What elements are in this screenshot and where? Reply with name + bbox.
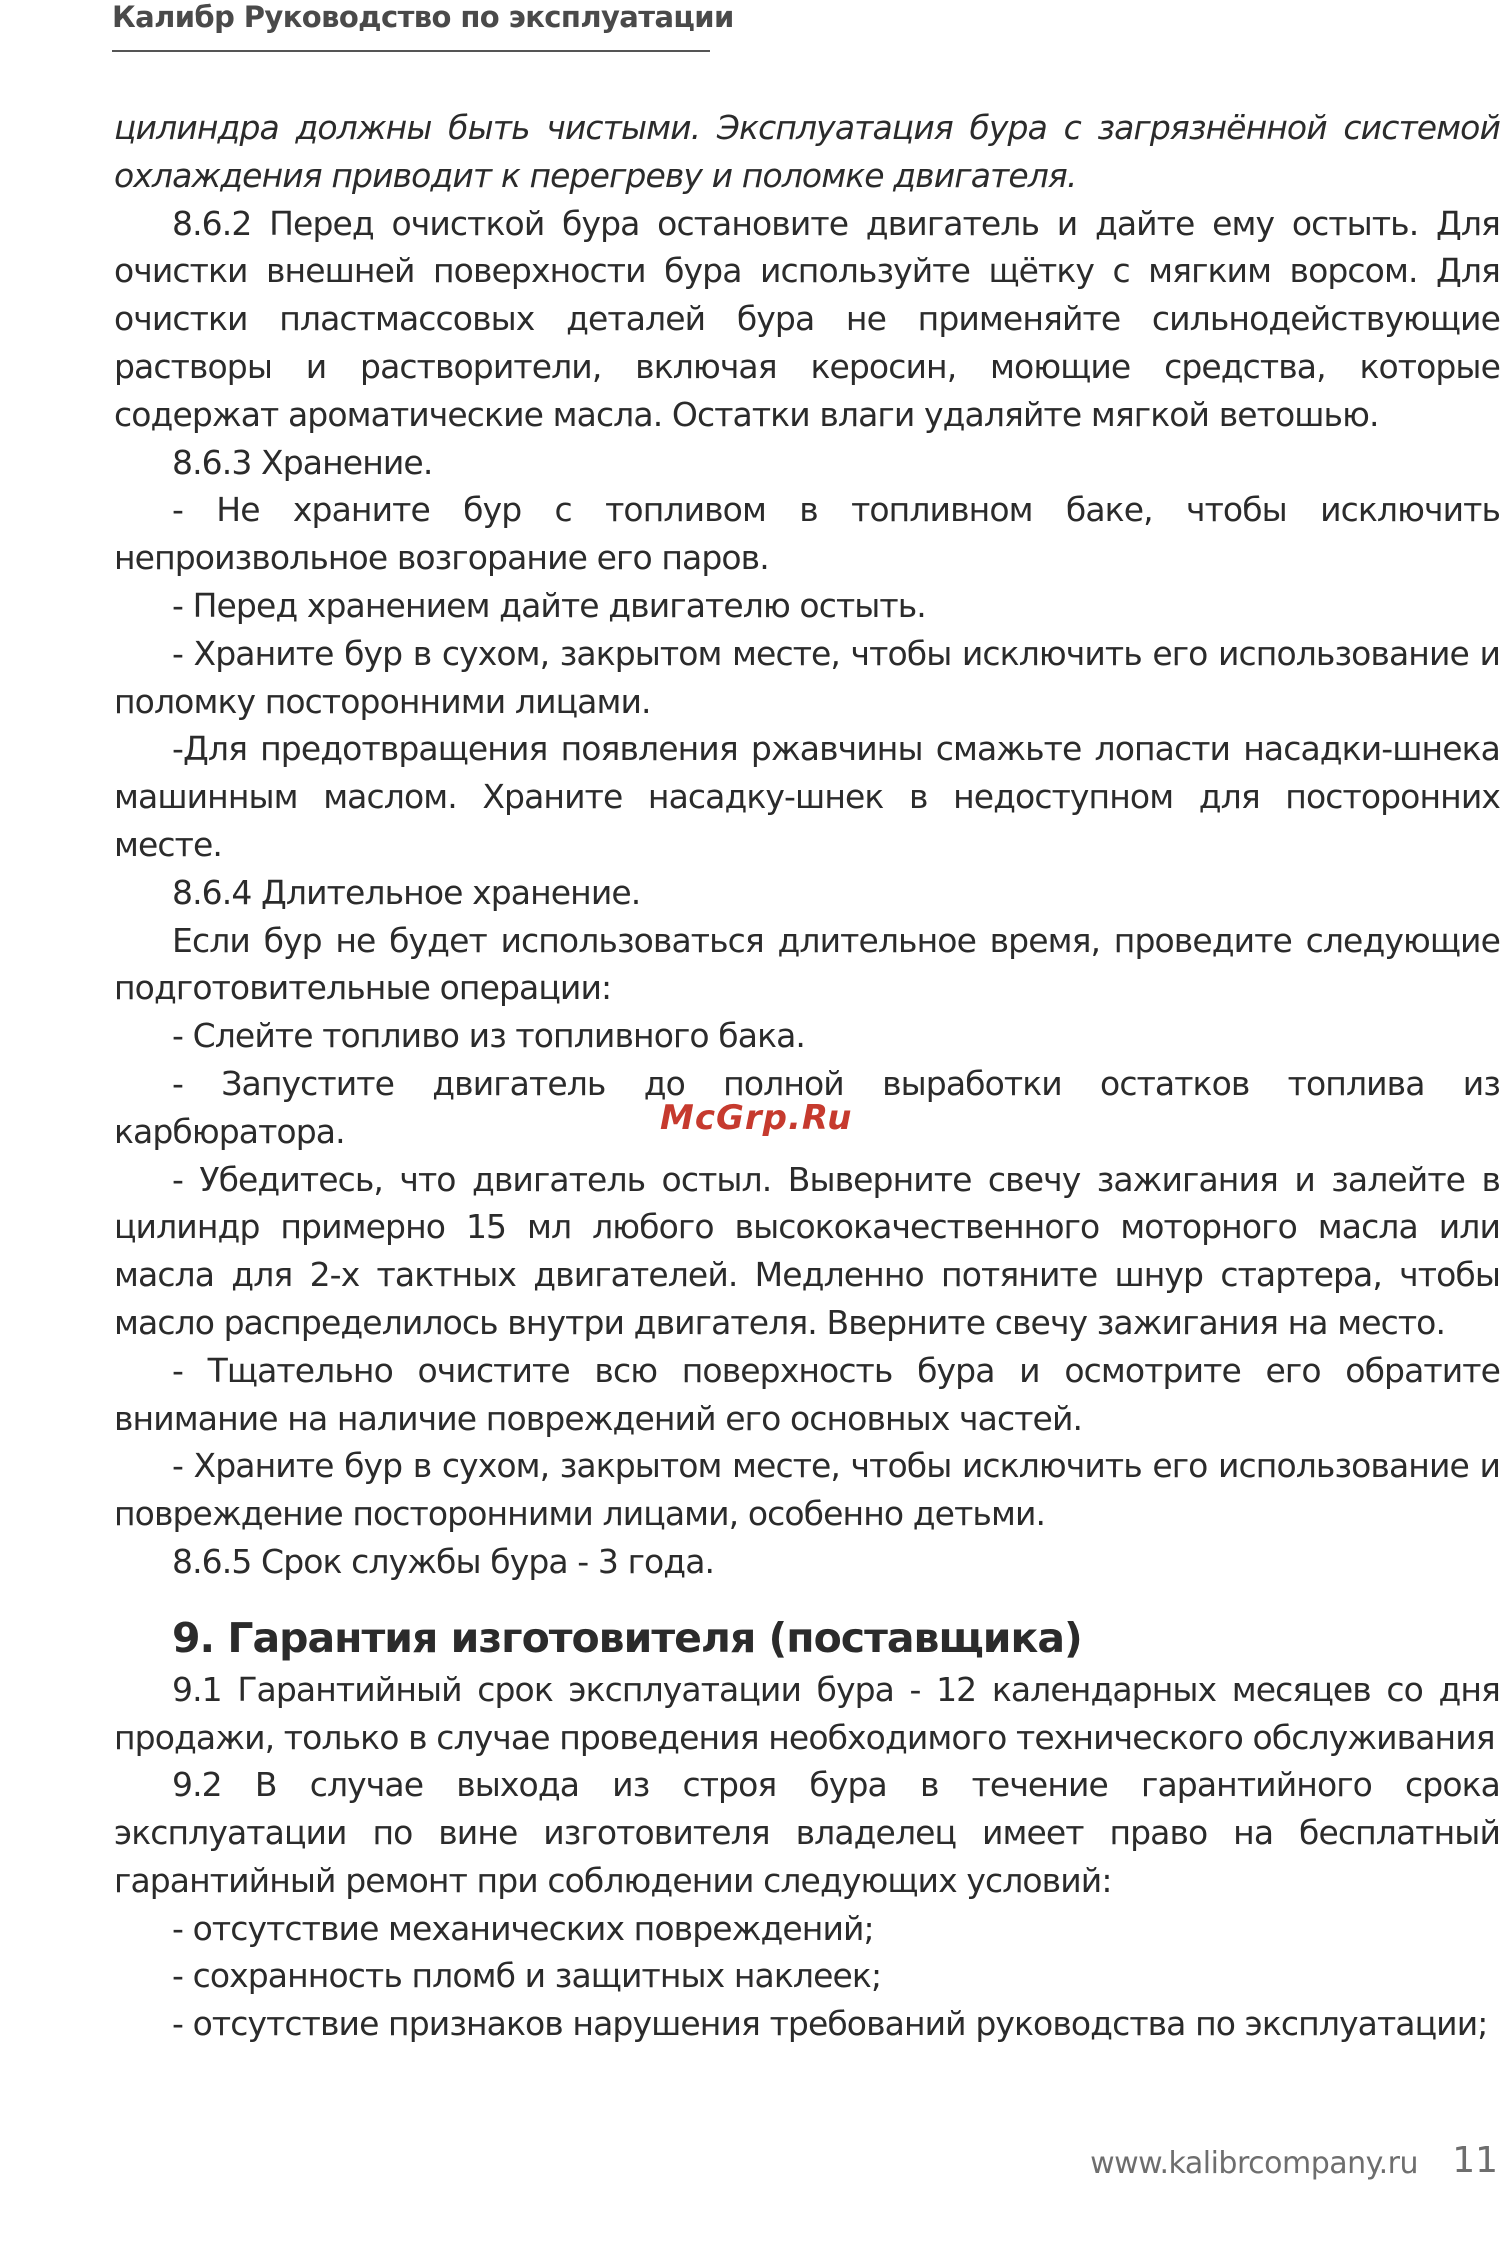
- storage-item: -Для предотвращения появления ржавчины смажьте лопасти насадки-шнека машинным маслом. Храните насадку-шнек в недоступном для посторонних месте.: [114, 729, 1500, 864]
- paragraph-8-6-5: 8.6.5 Срок службы бура - 3 года.: [172, 1541, 715, 1581]
- page-number: 11: [1452, 2140, 1498, 2181]
- header-title: Калибр Руководство по эксплуатации: [112, 0, 734, 34]
- intro-paragraph: цилиндра должны быть чистыми. Эксплуатация бура с загрязнённой системой охлаждения приводит к перегреву и поломке двигателя.: [114, 108, 1500, 195]
- storage-item: - Перед хранением дайте двигателю остыть.: [172, 585, 926, 625]
- long-storage-intro: Если бур не будет использоваться длительное время, проведите следующие подготовительные операции:: [114, 920, 1500, 1008]
- footer-url: www.kalibrcompany.ru: [1090, 2146, 1418, 2181]
- warranty-condition-item: - сохранность пломб и защитных наклеек;: [172, 1956, 882, 1996]
- long-storage-item: - Убедитесь, что двигатель остыл. Выверните свечу зажигания и залейте в цилиндр примерно 15 мл любого высококачественного моторного масла или масла для 2-х тактных двигателей. Медленно потяните шнур стартера, чтобы масло распределилось внутри двигателя. Вверните свечу зажигания на место.: [114, 1159, 1500, 1342]
- paragraph-9-1: 9.1 Гарантийный срок эксплуатации бура - 12 календарных месяцев со дня продажи, только в случае проведения необходимого технического обслуживания: [114, 1669, 1500, 1757]
- long-storage-item: - Тщательно очистите всю поверхность бура и осмотрите его обратите внимание на наличие повреждений его основных частей.: [114, 1350, 1500, 1438]
- storage-item: - Не храните бур с топливом в топливном баке, чтобы исключить непроизвольное возгорание его паров.: [114, 490, 1500, 578]
- long-storage-item: - Храните бур в сухом, закрытом месте, чтобы исключить его использование и повреждение посторонними лицами, особенно детьми.: [114, 1446, 1500, 1534]
- paragraph-8-6-4-title: 8.6.4 Длительное хранение.: [172, 872, 641, 912]
- running-header: [112, 0, 734, 52]
- storage-item: - Храните бур в сухом, закрытом месте, чтобы исключить его использование и поломку посторонними лицами.: [114, 633, 1500, 721]
- long-storage-item: - Слейте топливо из топливного бака.: [172, 1016, 806, 1056]
- paragraph-8-6-2: 8.6.2 Перед очисткой бура остановите двигатель и дайте ему остыть. Для очистки внешней поверхности бура используйте щётку с мягким ворсом. Для очистки пластмассовых деталей бура не применяйте сильнодействующие растворы и растворители, включая керосин, моющие средства, которые содержат ароматические масла. Остатки влаги удаляйте мягкой ветошью.: [114, 203, 1500, 434]
- long-storage-item: - Запустите двигатель до полной выработки остатков топлива из карбюратора.: [114, 1063, 1500, 1151]
- page-body: [114, 104, 1500, 2048]
- warranty-condition-item: - отсутствие механических повреждений;: [172, 1908, 874, 1948]
- paragraph-9-2: 9.2 В случае выхода из строя бура в течение гарантийного срока эксплуатации по вине изготовителя владелец имеет право на бесплатный гарантийный ремонт при соблюдении следующих условий:: [114, 1765, 1500, 1900]
- warranty-condition-item: - отсутствие признаков нарушения требований руководства по эксплуатации;: [172, 2004, 1488, 2044]
- watermark: McGrp.Ru: [660, 1098, 853, 1138]
- section-9-title: 9. Гарантия изготовителя (поставщика): [172, 1613, 1082, 1662]
- paragraph-8-6-3-title: 8.6.3 Хранение.: [172, 442, 433, 482]
